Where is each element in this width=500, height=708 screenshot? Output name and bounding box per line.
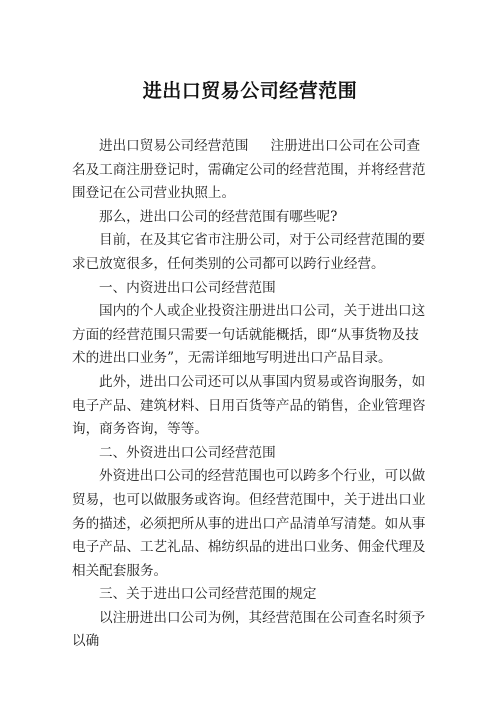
section-heading-domestic: 一、内资进出口公司经营范围 [99, 279, 276, 296]
paragraph-domestic-extra: 此外，进出口公司还可以从事国内贸易或咨询服务，如电子产品、建筑材料、日用百货等产品的销售，企业管理咨询，商务咨询，等等。 [72, 373, 426, 438]
section-heading-regulations: 三、关于进出口公司经营范围的规定 [99, 586, 317, 603]
paragraph-regulations: 以注册进出口公司为例，其经营范围在公司查名时须予以确 [72, 609, 426, 650]
paragraph-text: 注册进出口公司在公司查名及工商注册登记时，需确定公司的经营范围，并将经营范围登记在公司营业执照上。 [72, 138, 426, 202]
section-heading-foreign: 二、外资进出口公司经营范围 [99, 444, 276, 461]
document-title: 进出口贸易公司经营范围 [142, 80, 358, 102]
paragraph-question: 那么，进出口公司的经营范围有哪些呢? [99, 208, 338, 225]
paragraph-intro [72, 135, 428, 206]
paragraph-current-policy: 目前，在及其它省市注册公司，对于公司经营范围的要求已放宽很多，任何类别的公司都可以跨行业经营。 [72, 232, 426, 272]
document-body [72, 135, 428, 654]
paragraph-domestic-scope: 国内的个人或企业投资注册进出口公司，关于进出口这方面的经营范围只需要一句话就能概括，即“从事货物及技术的进出口业务”，无需详细地写明进出口产品目录。 [72, 303, 426, 367]
paragraph-foreign-scope: 外资进出口公司的经营范围也可以跨多个行业，可以做贸易，也可以做服务或咨询。但经营范围中，关于进出口业务的描述，必须把所从事的进出口产品清单写清楚。如从事电子产品、工艺礼品、棉纺织品的进出口业务、佣金代理及相关配套服务。 [72, 468, 426, 579]
paragraph-lead: 进出口贸易公司经营范围 [99, 138, 249, 154]
